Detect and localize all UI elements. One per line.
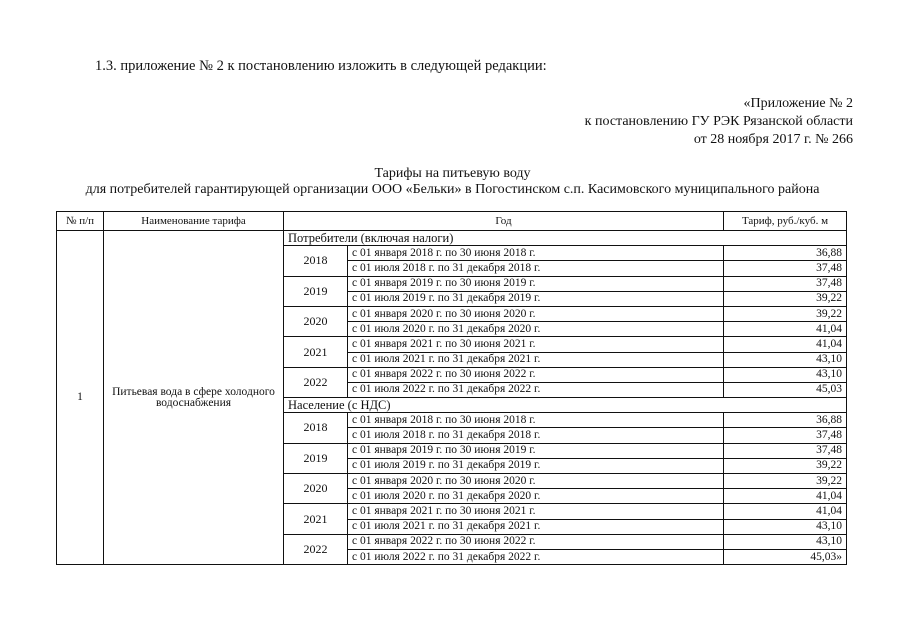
period-cell: с 01 июля 2020 г. по 31 декабря 2020 г. (348, 489, 724, 504)
tariff-value-cell: 37,48 (724, 261, 847, 276)
header-year: Год (284, 212, 724, 231)
year-cell: 2020 (284, 306, 348, 336)
period-cell: с 01 июля 2021 г. по 31 декабря 2021 г. (348, 519, 724, 534)
period-cell: с 01 июля 2022 г. по 31 декабря 2022 г. (348, 382, 724, 397)
header-tariff-name: Наименование тарифа (104, 212, 284, 231)
tariff-value-cell: 41,04 (724, 322, 847, 337)
tariff-table (56, 211, 847, 565)
period-cell: с 01 июля 2018 г. по 31 декабря 2018 г. (348, 261, 724, 276)
tariff-value-cell: 37,48 (724, 276, 847, 291)
row-number: 1 (57, 231, 104, 565)
appendix-header (585, 95, 853, 149)
tariff-value-cell: 41,04 (724, 489, 847, 504)
period-cell: с 01 июля 2020 г. по 31 декабря 2020 г. (348, 322, 724, 337)
document-subtitle: для потребителей гарантирующей организации ООО «Бельки» в Погостинском с.п. Касимовского муниципального района (85, 182, 820, 197)
period-cell: с 01 января 2022 г. по 30 июня 2022 г. (348, 534, 724, 549)
document-title: Тарифы на питьевую воду (374, 166, 531, 181)
appendix-line-2: к постановлению ГУ РЭК Рязанской области (584, 114, 853, 129)
tariff-value-cell: 43,10 (724, 534, 847, 549)
tariff-value-cell: 43,10 (724, 519, 847, 534)
period-cell: с 01 января 2021 г. по 30 июня 2021 г. (348, 337, 724, 352)
tariff-value-cell: 41,04 (724, 337, 847, 352)
tariff-value-cell: 39,22 (724, 458, 847, 473)
consumer-group-label: Население (с НДС) (284, 398, 847, 413)
appendix-line-3: от 28 ноября 2017 г. № 266 (693, 132, 853, 147)
period-cell: с 01 января 2020 г. по 30 июня 2020 г. (348, 306, 724, 321)
period-cell: с 01 января 2022 г. по 30 июня 2022 г. (348, 367, 724, 382)
tariff-value-cell: 45,03 (724, 382, 847, 397)
year-cell: 2019 (284, 443, 348, 473)
period-cell: с 01 июля 2021 г. по 31 декабря 2021 г. (348, 352, 724, 367)
period-cell: с 01 января 2018 г. по 30 июня 2018 г. (348, 413, 724, 428)
period-cell: с 01 января 2019 г. по 30 июня 2019 г. (348, 276, 724, 291)
year-cell: 2018 (284, 246, 348, 276)
tariff-value-cell: 39,22 (724, 306, 847, 321)
period-cell: с 01 июля 2019 г. по 31 декабря 2019 г. (348, 291, 724, 306)
intro-text: 1.3. приложение № 2 к постановлению изложить в следующей редакции: (95, 58, 547, 74)
period-cell: с 01 июля 2019 г. по 31 декабря 2019 г. (348, 458, 724, 473)
year-cell: 2021 (284, 337, 348, 367)
consumer-group-label: Потребители (включая налоги) (284, 231, 847, 246)
tariff-value-cell: 39,22 (724, 474, 847, 489)
tariff-value-cell: 37,48 (724, 443, 847, 458)
tariff-value-cell: 36,88 (724, 413, 847, 428)
appendix-line-1: «Приложение № 2 (743, 96, 853, 111)
period-cell: с 01 января 2020 г. по 30 июня 2020 г. (348, 474, 724, 489)
tariff-value-cell: 37,48 (724, 428, 847, 443)
tariff-value-cell: 36,88 (724, 246, 847, 261)
tariff-value-cell: 45,03» (724, 549, 847, 564)
tariff-value-cell: 43,10 (724, 352, 847, 367)
group-row (57, 231, 847, 246)
year-cell: 2019 (284, 276, 348, 306)
tariff-value-cell: 43,10 (724, 367, 847, 382)
period-cell: с 01 января 2021 г. по 30 июня 2021 г. (348, 504, 724, 519)
period-cell: с 01 января 2019 г. по 30 июня 2019 г. (348, 443, 724, 458)
year-cell: 2021 (284, 504, 348, 534)
tariff-value-cell: 39,22 (724, 291, 847, 306)
period-cell: с 01 июля 2018 г. по 31 декабря 2018 г. (348, 428, 724, 443)
tariff-name: Питьевая вода в сфере холодного водоснабжения (104, 231, 284, 565)
header-tariff-value: Тариф, руб./куб. м (724, 212, 847, 231)
year-cell: 2020 (284, 474, 348, 504)
header-number: № п/п (57, 212, 104, 231)
year-cell: 2022 (284, 534, 348, 564)
tariff-value-cell: 41,04 (724, 504, 847, 519)
period-cell: с 01 января 2018 г. по 30 июня 2018 г. (348, 246, 724, 261)
year-cell: 2022 (284, 367, 348, 397)
year-cell: 2018 (284, 413, 348, 443)
period-cell: с 01 июля 2022 г. по 31 декабря 2022 г. (348, 549, 724, 564)
table-header-row (57, 212, 847, 231)
